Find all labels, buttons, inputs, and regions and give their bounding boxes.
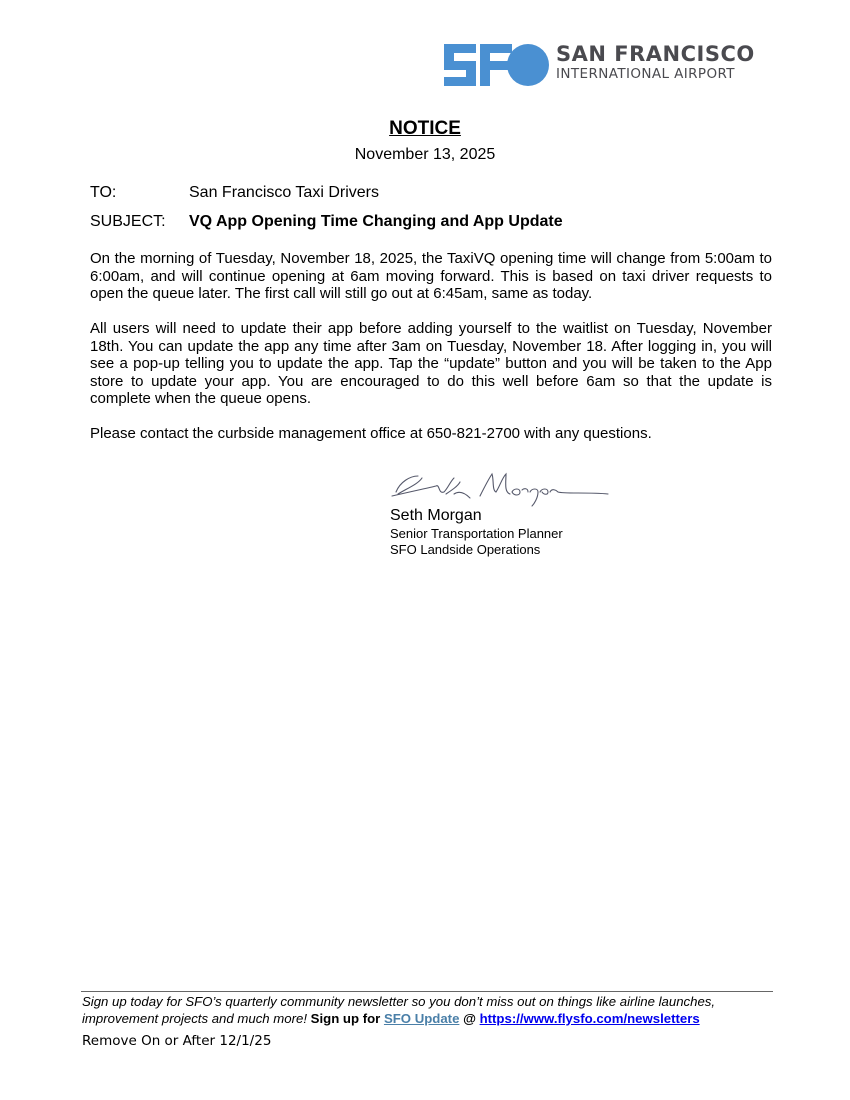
remove-note: Remove On or After 12/1/25	[82, 1033, 272, 1049]
subject-label: SUBJECT:	[90, 213, 166, 230]
footer-signup-text: Sign up for	[307, 1011, 384, 1026]
footer-newsletter	[82, 993, 772, 1027]
logo-line-1: SAN FRANCISCO	[556, 42, 755, 66]
sfo-logo-mark	[442, 42, 550, 88]
signer-department: SFO Landside Operations	[390, 542, 541, 557]
logo-wordmark	[556, 42, 755, 82]
logo-line-2: INTERNATIONAL AIRPORT	[556, 66, 735, 82]
signer-name: Seth Morgan	[390, 507, 482, 524]
footer-at-text: @	[459, 1011, 480, 1026]
paragraph-1: On the morning of Tuesday, November 18, 2025, the TaxiVQ opening time will change from 5:00am to 6:00am, and will continue opening at 6am moving forward. This is based on taxi driver requests to open the queue later. The first call will still go out at 6:45am, same as today.	[90, 250, 772, 302]
to-label: TO:	[90, 184, 117, 201]
sfo-update-link[interactable]: SFO Update	[383, 1011, 460, 1026]
handwritten-signature	[388, 468, 613, 508]
newsletter-url-link[interactable]: https://www.flysfo.com/newsletters	[479, 1011, 700, 1026]
sfo-logo	[442, 40, 762, 92]
paragraph-3: Please contact the curbside management office at 650-821-2700 with any questions.	[90, 425, 652, 442]
subject-value: VQ App Opening Time Changing and App Update	[189, 213, 563, 230]
signer-title: Senior Transportation Planner	[390, 526, 563, 541]
paragraph-2: All users will need to update their app before adding yourself to the waitlist on Tuesday, November 18th. You can update the app any time after 3am on Tuesday, November 18. After logging in, you will see a pop-up telling you to update the app. Tap the “update” button and you will be taken to the App store to update your app. You are encouraged to do this well before 6am so that the update is complete when the queue opens.	[90, 320, 772, 407]
footer-divider	[81, 991, 773, 992]
footer-italic-text: Sign up today for SFO’s quarterly community newsletter so you don’t miss out on things like airline launches, improvement projects and much more!	[82, 994, 716, 1026]
notice-title: NOTICE	[389, 118, 461, 139]
notice-date: November 13, 2025	[354, 146, 496, 163]
to-value: San Francisco Taxi Drivers	[189, 184, 379, 201]
